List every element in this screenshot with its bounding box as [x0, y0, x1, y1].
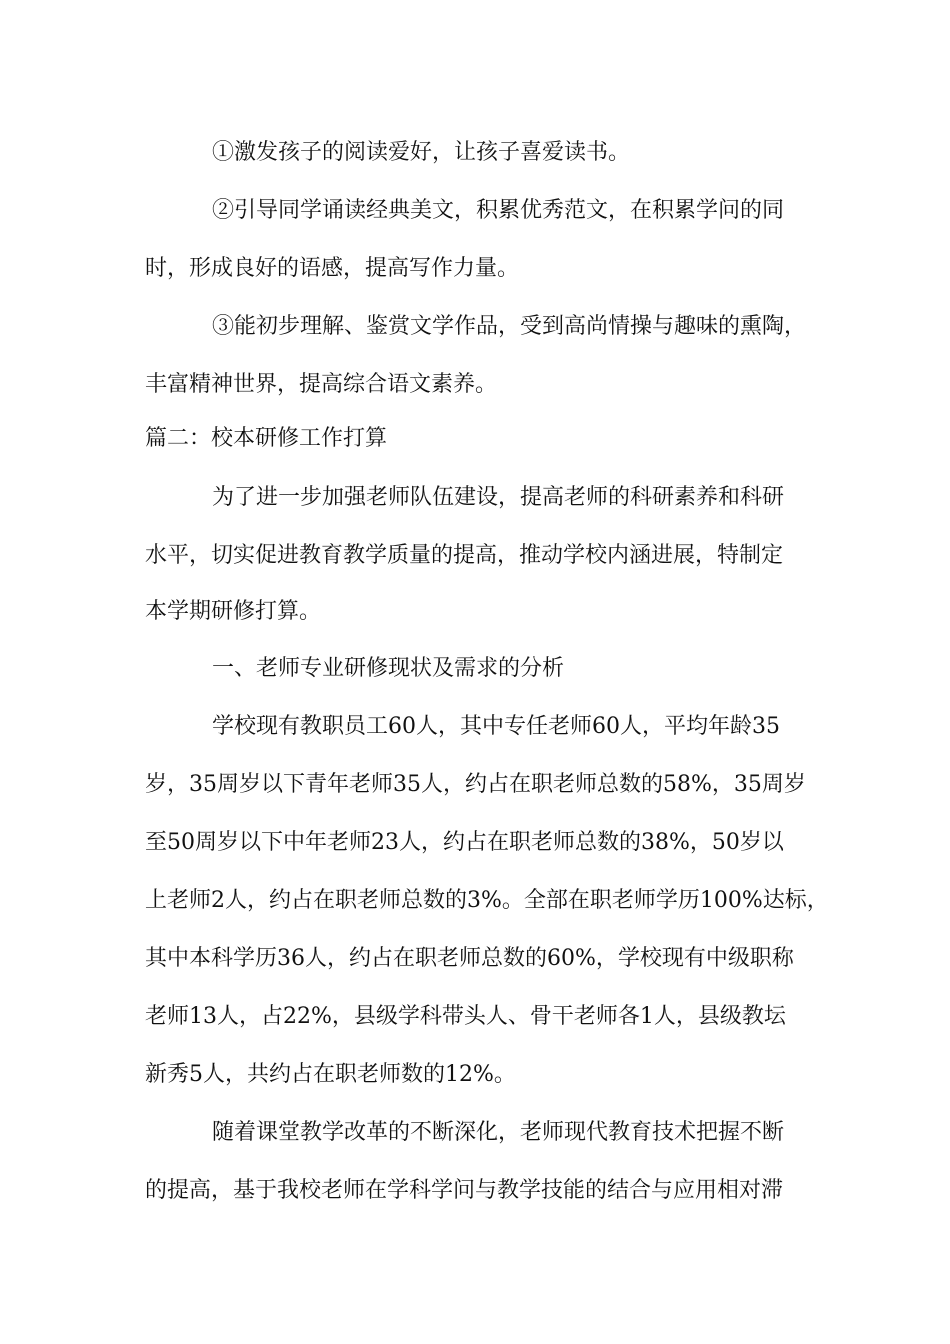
- reform-paragraph-line-1: 随着课堂教学改革的不断深化，老师现代教育技术把握不断: [212, 1120, 785, 1145]
- stats-paragraph-line-7: 新秀5人，共约占在职老师数的12%。: [145, 1062, 516, 1087]
- intro-paragraph-line-2: 水平，切实促进教育教学质量的提高，推动学校内涵进展，特制定: [145, 543, 784, 568]
- list-item-2-line-1: ②引导同学诵读经典美文，积累优秀范文，在积累学问的同: [212, 198, 785, 223]
- stats-paragraph-line-1: 学校现有教职员工60人，其中专任老师60人，平均年龄35: [212, 714, 780, 739]
- intro-paragraph-line-3: 本学期研修打算。: [145, 599, 322, 624]
- reform-paragraph-line-2: 的提高，基于我校老师在学科学问与教学技能的结合与应用相对滞: [145, 1178, 784, 1203]
- stats-paragraph-line-5: 其中本科学历36人，约占在职老师总数的60%，学校现有中级职称: [145, 946, 794, 971]
- stats-paragraph-line-2: 岁，35周岁以下青年老师35人，约占在职老师总数的58%，35周岁: [145, 772, 806, 797]
- subsection-heading: 一、老师专业研修现状及需求的分析: [212, 656, 565, 681]
- list-item-1: ①激发孩子的阅读爱好，让孩子喜爱读书。: [212, 140, 631, 165]
- stats-paragraph-line-4: 上老师2人，约占在职老师总数的3%。全部在职老师学历100%达标，: [145, 888, 829, 913]
- stats-paragraph-line-3: 至50周岁以下中年老师23人，约占在职老师总数的38%，50岁以: [145, 830, 784, 855]
- intro-paragraph-line-1: 为了进一步加强老师队伍建设，提高老师的科研素养和科研: [212, 485, 785, 510]
- section-heading: 篇二：校本研修工作打算: [145, 426, 388, 451]
- list-item-2-line-2: 时，形成良好的语感，提高写作力量。: [145, 256, 520, 281]
- list-item-3-line-1: ③能初步理解、鉴赏文学作品，受到高尚情操与趣味的熏陶，: [212, 314, 807, 339]
- list-item-3-line-2: 丰富精神世界，提高综合语文素养。: [145, 372, 498, 397]
- stats-paragraph-line-6: 老师13人，占22%，县级学科带头人、骨干老师各1人，县级教坛: [145, 1004, 786, 1029]
